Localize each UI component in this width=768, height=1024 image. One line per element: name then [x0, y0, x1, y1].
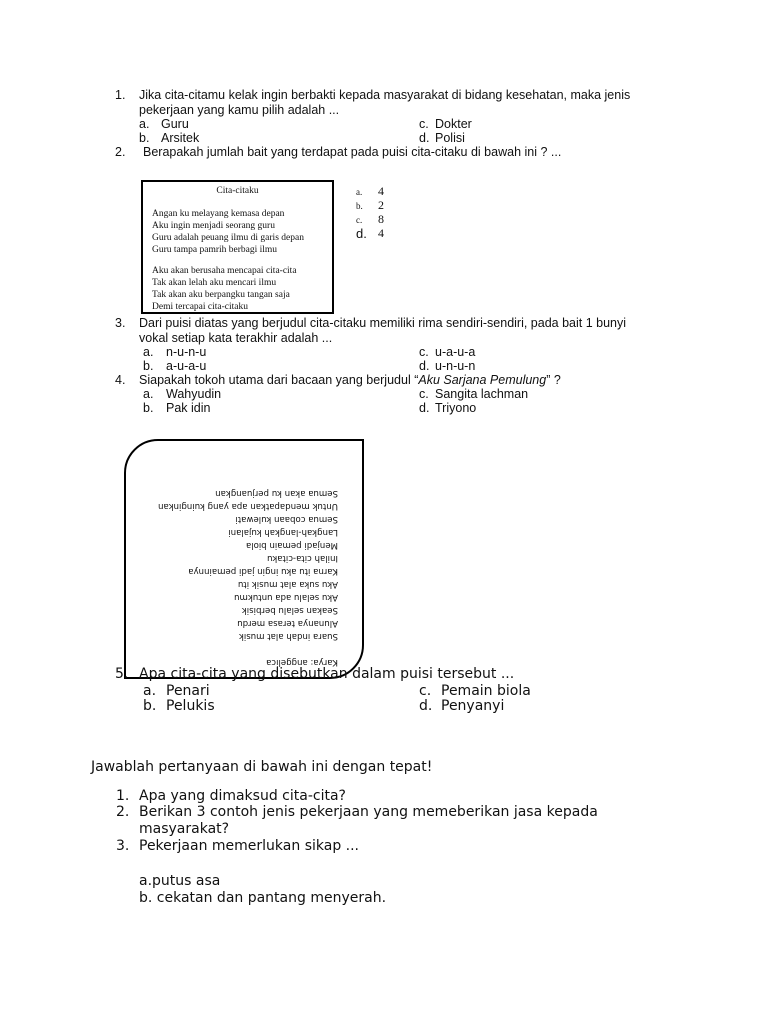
- poem-line: Menjadi pemain biola: [245, 540, 338, 550]
- poem-line: Seakan selalu berbisik: [241, 605, 338, 615]
- q3-text-line2: vokal setiap kata terakhir adalah ...: [139, 331, 333, 345]
- q2-number: 2.: [115, 145, 126, 159]
- q4-option-d: d. Triyono: [419, 401, 477, 415]
- answer-option-b: b. cekatan dan pantang menyerah.: [139, 890, 387, 906]
- poem-line: Inilah cita-citaku: [267, 553, 338, 563]
- essay-q1-number: 1.: [116, 788, 130, 804]
- q2-option-d: d. 4: [356, 226, 384, 241]
- poem-line: Tak akan lelah aku mencari ilmu: [152, 278, 277, 288]
- poem-cita-citaku-box: [141, 180, 334, 314]
- essay-q2-text-line2: masyarakat?: [139, 821, 230, 837]
- q1-option-a: a. Guru: [139, 117, 189, 131]
- essay-q2-number: 2.: [116, 804, 130, 820]
- q3-text-line1: Dari puisi diatas yang berjudul cita-citaku memiliki rima sendiri-sendiri, pada bait 1 bunyi: [139, 316, 627, 330]
- essay-q1-text: Apa yang dimaksud cita-cita?: [139, 788, 346, 804]
- poem-title: Cita-citaku: [216, 186, 259, 196]
- q2-text: Berapakah jumlah bait yang terdapat pada puisi cita-citaku di bawah ini ? ...: [143, 145, 562, 159]
- essay-q3-number: 3.: [116, 838, 130, 854]
- essay-q3-text: Pekerjaan memerlukan sikap ...: [139, 838, 360, 854]
- poem-line: Demi tercapai cita-citaku: [152, 302, 249, 312]
- q4-option-c: c. Sangita lachman: [419, 387, 529, 401]
- q3-option-a: a. n-u-n-u: [143, 345, 207, 359]
- q5-text: Apa cita-cita yang disebutkan dalam puisi tersebut ...: [139, 666, 515, 682]
- q5-number: 5.: [115, 666, 129, 682]
- poem-alat-musik-box-rotated: [124, 439, 364, 679]
- poem-line: Karna itu aku ingin jadi pemainnya: [188, 566, 338, 576]
- q4-text: Siapakah tokoh utama dari bacaan yang berjudul “Aku Sarjana Pemulung” ?: [139, 373, 561, 387]
- q1-option-b: b. Arsitek: [139, 131, 200, 145]
- poem-line: Langkah-langkah kujalani: [228, 527, 338, 537]
- poem-line: Aku selalu ada untukmu: [234, 592, 338, 602]
- q3-option-c: c. u-a-u-a: [419, 345, 476, 359]
- q3-option-b: b. a-u-a-u: [143, 359, 207, 373]
- poem-line: Semua cobaan kulewati: [235, 514, 338, 524]
- q5-option-d: d. Penyanyi: [419, 698, 505, 714]
- essay-q2-text-line1: Berikan 3 contoh jenis pekerjaan yang memeberikan jasa kepada: [139, 804, 598, 820]
- poem-line: Semua akan ku perjuangkan: [215, 488, 338, 498]
- q1-option-d: d. Polisi: [419, 131, 465, 145]
- answer-option-a: a.putus asa: [139, 873, 221, 889]
- q4-option-b: b. Pak idin: [143, 401, 211, 415]
- q4-number: 4.: [115, 373, 126, 387]
- q1-option-c: c. Dokter: [419, 117, 472, 131]
- poem-line: Suara indah alat musik: [238, 631, 338, 641]
- q5-option-c: c. Pemain biola: [419, 683, 531, 699]
- q1-text-line1: Jika cita-citamu kelak ingin berbakti kepada masyarakat di bidang kesehatan, maka jenis: [139, 88, 631, 102]
- q3-number: 3.: [115, 316, 126, 330]
- q4-option-a: a. Wahyudin: [143, 387, 222, 401]
- q5-option-a: a. Penari: [143, 683, 210, 699]
- poem-line: Untuk mendapatkan apa yang kuinginkan: [158, 501, 338, 511]
- q2-option-c: c. 8: [356, 212, 384, 226]
- poem-line: Angan ku melayang kemasa depan: [152, 209, 285, 219]
- poem-line: Aku ingin menjadi seorang guru: [152, 221, 275, 231]
- q1-text-line2: pekerjaan yang kamu pilih adalah ...: [139, 103, 340, 117]
- poem-line: Aku akan berusaha mencapai cita-cita: [152, 266, 297, 276]
- poem-line: Guru tampa pamrih berbagi ilmu: [152, 245, 278, 255]
- part-b-instruction: Jawablah pertanyaan di bawah ini dengan tepat!: [91, 759, 433, 775]
- q1-number: 1.: [115, 88, 126, 102]
- q2-option-b: b. 2: [356, 198, 384, 212]
- poem-line: Alunanya terasa merdu: [237, 618, 338, 628]
- q3-option-d: d. u-n-u-n: [419, 359, 476, 373]
- poem-line: Aku suka alat musik itu: [237, 579, 338, 589]
- q2-option-a: a. 4: [356, 184, 384, 198]
- poem-line: Tak akan aku berpangku tangan saja: [152, 290, 290, 300]
- poem-line: Guru adalah peuang ilmu di garis depan: [152, 233, 304, 243]
- poem-author: Karya: anggelica: [266, 657, 338, 667]
- q5-option-b: b. Pelukis: [143, 698, 215, 714]
